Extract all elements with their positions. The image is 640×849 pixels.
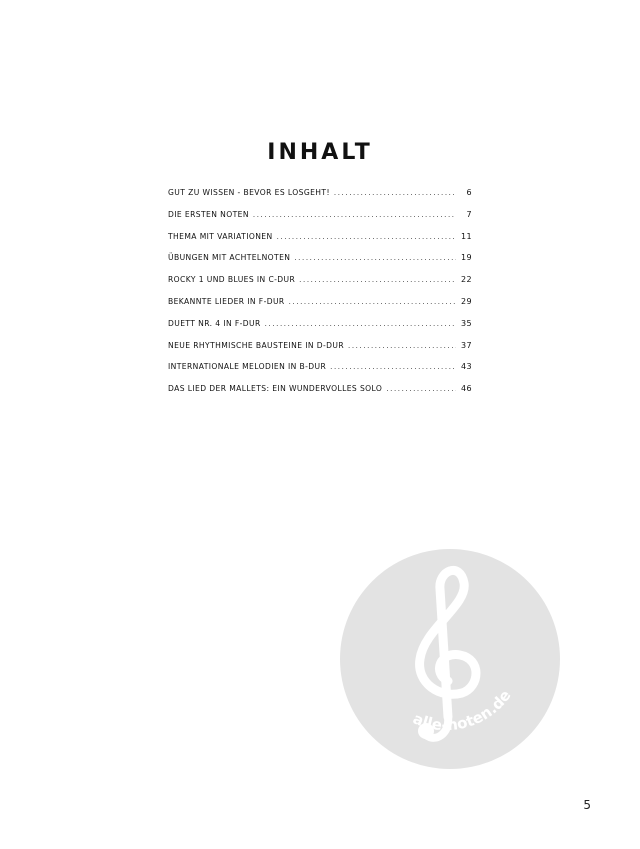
page-title: INHALT [267,140,373,165]
watermark-logo [340,549,560,769]
toc-entry-page: 35 [461,318,472,328]
dot-leader [299,276,456,284]
toc-entry [168,232,472,254]
toc-entry-page: 22 [461,275,472,285]
dot-leader [386,385,456,393]
toc-entry-page: 43 [461,362,472,372]
dot-leader [348,342,456,350]
toc-entry-title: ROCKY 1 UND BLUES IN C-DUR [168,275,296,285]
toc-entry [168,253,472,275]
watermark-text: alle-noten.de [410,686,515,735]
toc-entry-title: BEKANNTE LIEDER IN F-DUR [168,296,285,306]
dot-leader [253,211,456,219]
toc-entry [168,362,472,384]
toc-entry-title: THEMA MIT VARIATIONEN [168,231,273,241]
toc-entry-page: 6 [466,188,472,197]
page-number: 5 [583,798,591,812]
toc-entry-title: INTERNATIONALE MELODIEN IN B-DUR [168,362,327,372]
toc-entry [168,297,472,319]
toc-entry-title: ÜBUNGEN MIT ACHTELNOTEN [168,253,291,263]
toc-entry [168,210,472,232]
toc-entry [168,319,472,341]
toc-entry-page: 11 [461,231,472,241]
toc-entry-page: 46 [461,384,472,394]
dot-leader [334,189,456,197]
toc-entry [168,341,472,363]
toc-entry-title: DIE ERSTEN NOTEN [168,209,249,219]
toc-entry [168,275,472,297]
toc-entry-page: 7 [466,209,472,219]
toc-entry [168,384,472,406]
dot-leader [289,298,456,306]
toc-entry-title: GUT ZU WISSEN - BEVOR ES LOSGEHT! [168,188,330,197]
toc-entry-title: DUETT NR. 4 IN F-DUR [168,318,261,328]
toc-entry-title: NEUE RHYTHMISCHE BAUSTEINE IN D-DUR [168,340,345,350]
toc-entry-page: 19 [461,253,472,263]
toc-entry-page: 29 [461,296,472,306]
toc-entry-page: 37 [461,340,472,350]
toc-entry-title: DAS LIED DER MALLETS: EIN WUNDERVOLLES SOLO [168,384,383,394]
dot-leader [265,320,456,328]
dot-leader [330,363,456,371]
dot-leader [294,254,456,262]
toc-entry [168,188,472,210]
dot-leader [277,233,456,241]
table-of-contents [168,188,472,406]
